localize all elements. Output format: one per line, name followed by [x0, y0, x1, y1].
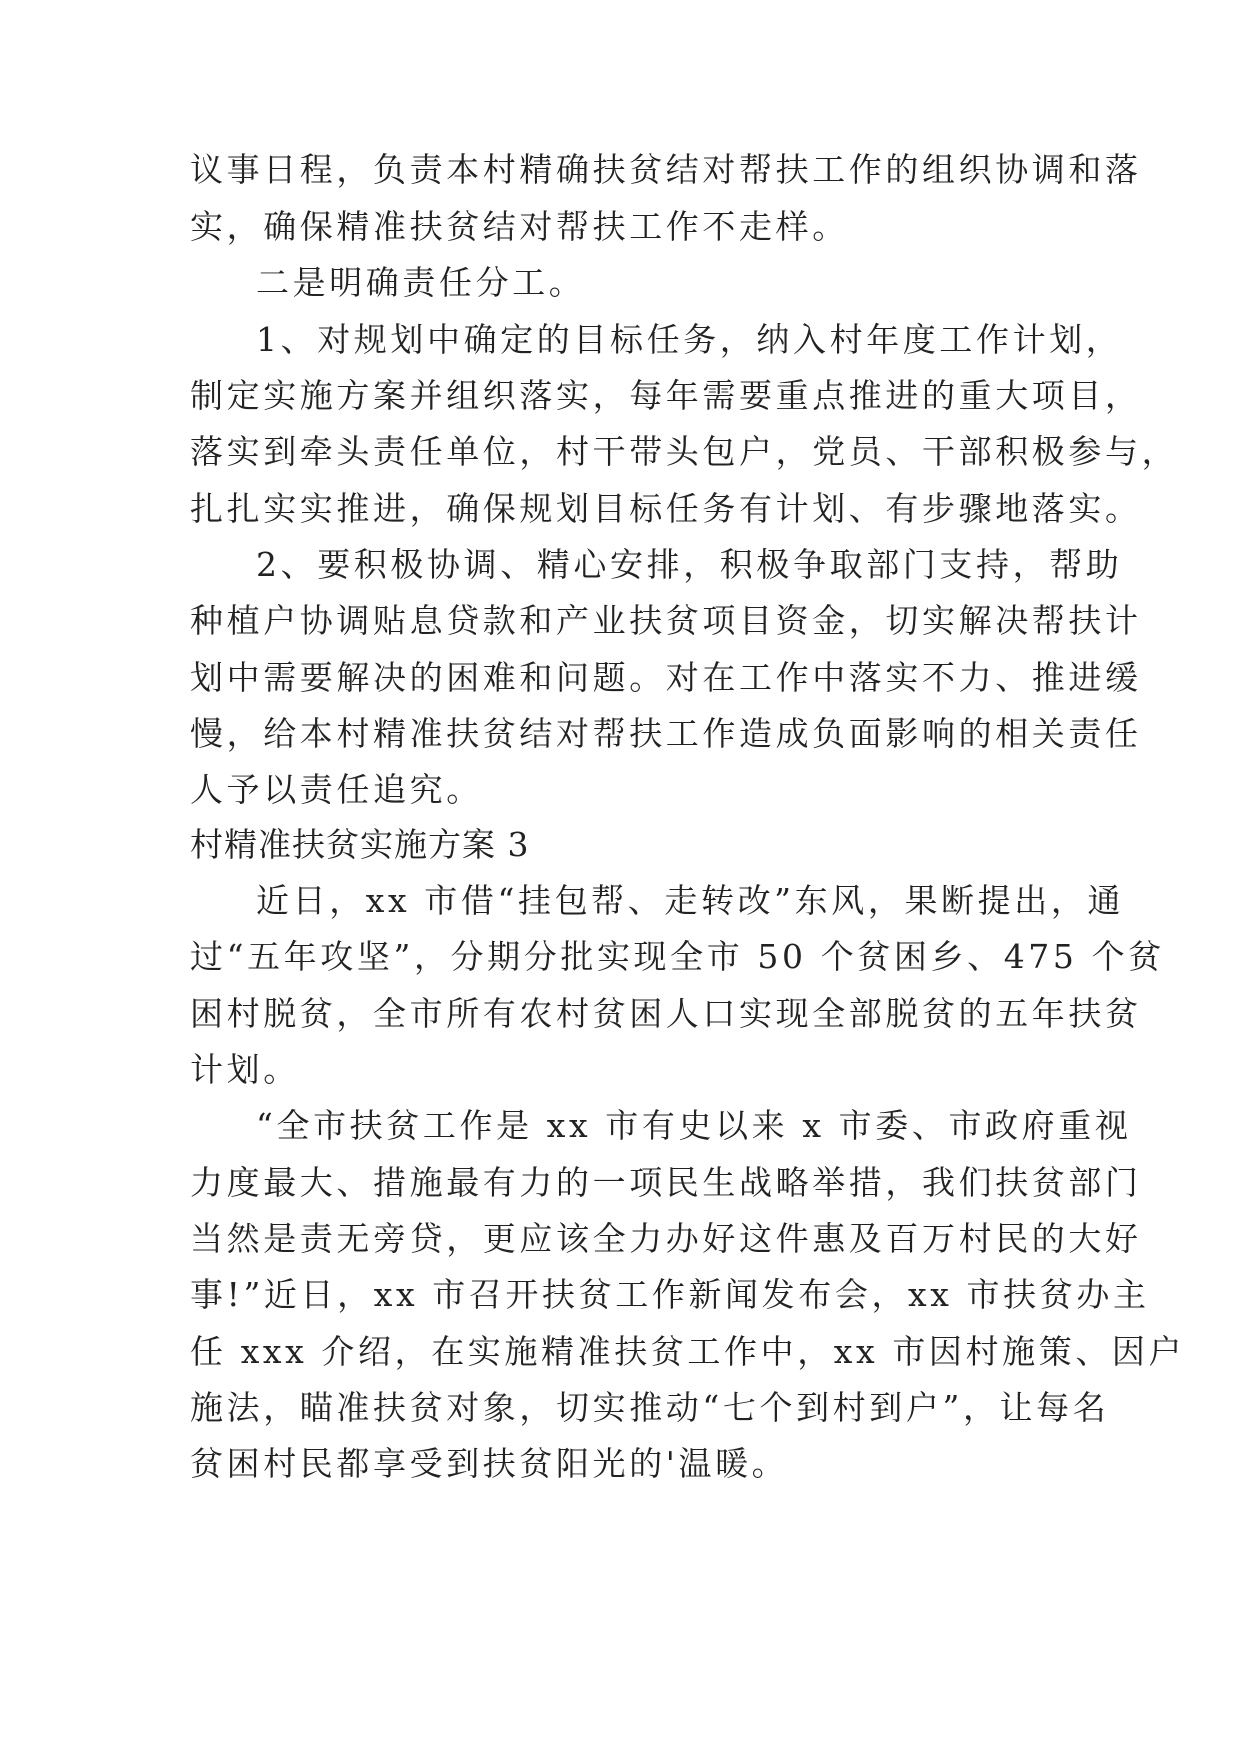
- paragraph-line: 1、对规划中确定的目标任务，纳入村年度工作计划，: [256, 320, 1123, 359]
- paragraph-line: 施法，瞄准扶贫对象，切实推动“七个到村到户”，让每名: [190, 1388, 1110, 1427]
- section-title: 村精准扶贫实施方案 3: [190, 825, 530, 864]
- paragraph-line: 划中需要解决的困难和问题。对在工作中落实不力、推进缓: [190, 658, 1142, 697]
- paragraph-line: 力度最大、措施最有力的一项民生战略举措，我们扶贫部门: [190, 1163, 1142, 1202]
- paragraph-line: 种植户协调贴息贷款和产业扶贫项目资金，切实解决帮扶计: [190, 601, 1142, 640]
- paragraph-line: 人予以责任追究。: [190, 770, 483, 809]
- paragraph-line: “全市扶贫工作是 xx 市有史以来 x 市委、市政府重视: [256, 1106, 1132, 1145]
- paragraph-line: 事!”近日，xx 市召开扶贫工作新闻发布会，xx 市扶贫办主: [190, 1275, 1150, 1314]
- paragraph-line: 贫困村民都享受到扶贫阳光的'温暖。: [190, 1444, 789, 1483]
- paragraph-line: 当然是责无旁贷，更应该全力办好这件惠及百万村民的大好: [190, 1219, 1142, 1258]
- paragraph-line: 任 xxx 介绍，在实施精准扶贫工作中，xx 市因村施策、因户: [190, 1332, 1186, 1371]
- paragraph-line: 扎扎实实推进，确保规划目标任务有计划、有步骤地落实。: [190, 489, 1142, 528]
- paragraph-line: 制定实施方案并组织落实，每年需要重点推进的重大项目，: [190, 376, 1142, 415]
- paragraph-line: 近日，xx 市借“挂包帮、走转改”东风，果断提出，通: [256, 881, 1125, 920]
- paragraph-line: 过“五年攻坚”，分期分批实现全市 50 个贫困乡、475 个贫: [190, 937, 1165, 976]
- paragraph-line: 2、要积极协调、精心安排，积极争取部门支持，帮助: [256, 545, 1123, 584]
- paragraph-line: 困村脱贫，全市所有农村贫困人口实现全部脱贫的五年扶贫: [190, 994, 1142, 1033]
- subheading-point-2: 二是明确责任分工。: [256, 263, 586, 302]
- paragraph-line: 实，确保精准扶贫结对帮扶工作不走样。: [190, 207, 849, 246]
- paragraph-line: 议事日程，负责本村精确扶贫结对帮扶工作的组织协调和落: [190, 150, 1142, 189]
- paragraph-line: 落实到牵头责任单位，村干带头包户，党员、干部积极参与，: [190, 432, 1179, 471]
- paragraph-line: 慢，给本村精准扶贫结对帮扶工作造成负面影响的相关责任: [190, 714, 1142, 753]
- paragraph-line: 计划。: [190, 1050, 300, 1089]
